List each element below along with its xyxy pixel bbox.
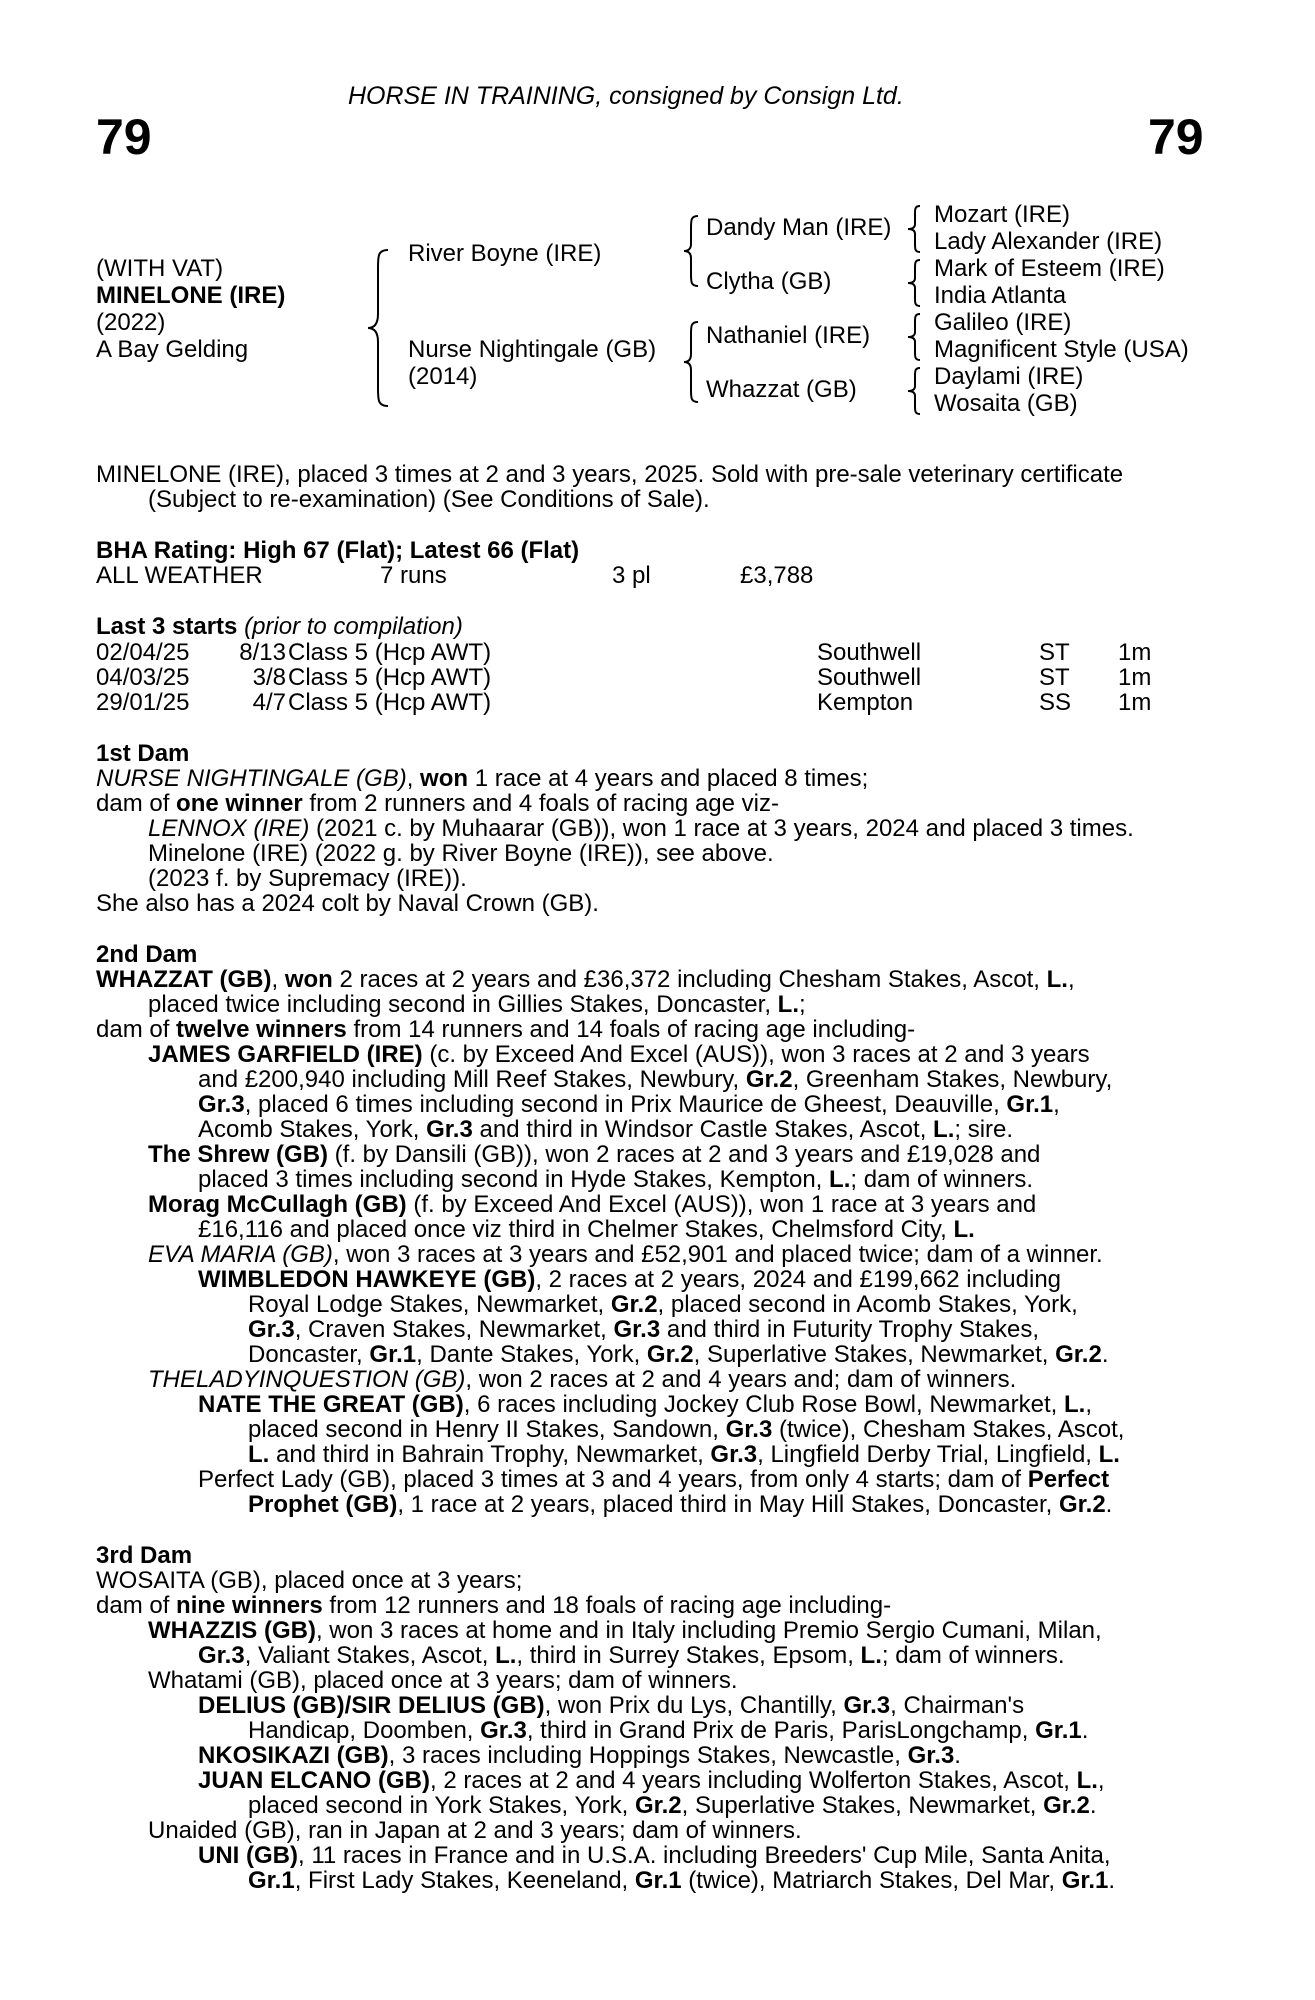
second-dam-line: Perfect Lady (GB), placed 3 times at 3 and 4 years, from only 4 starts; dam of Perfect: [198, 1466, 1110, 1493]
first-dam-line: (2023 f. by Supremacy (IRE)).: [148, 865, 467, 892]
third-dam-line: DELIUS (GB)/SIR DELIUS (GB), won Prix du Lys, Chantilly, Gr.3, Chairman's: [198, 1692, 1025, 1719]
third-dam-line: JUAN ELCANO (GB), 2 races at 2 and 4 years including Wolferton Stakes, Ascot, L.,: [198, 1767, 1105, 1794]
rating-placed: 3 pl: [612, 562, 651, 589]
pedigree-brace-g4: [906, 366, 926, 416]
third-dam-line: Handicap, Doomben, Gr.3, third in Grand Prix de Paris, ParisLongchamp, Gr.1.: [248, 1717, 1089, 1744]
horse-name: MINELONE (IRE): [96, 282, 286, 309]
pedigree-g8: Wosaita (GB): [934, 390, 1078, 417]
second-dam-line: EVA MARIA (GB), won 3 races at 3 years and £52,901 and placed twice; dam of a winner.: [148, 1241, 1103, 1268]
third-dam-line: UNI (GB), 11 races in France and in U.S.A. including Breeders' Cup Mile, Santa Anita,: [198, 1842, 1111, 1869]
first-dam-line: NURSE NIGHTINGALE (GB), won 1 race at 4 years and placed 8 times;: [96, 765, 869, 792]
pedigree-sire-dam: Clytha (GB): [706, 268, 832, 295]
start-date: 04/03/25: [96, 664, 190, 691]
third-dam-line: NKOSIKAZI (GB), 3 races including Hoppings Stakes, Newcastle, Gr.3.: [198, 1742, 961, 1769]
start-distance: 1m: [1118, 664, 1152, 691]
second-dam-line: L. and third in Bahrain Trophy, Newmarket, Gr.3, Lingfield Derby Trial, Lingfield, L.: [248, 1441, 1120, 1468]
pedigree-brace-sire: [682, 214, 704, 288]
pedigree-g1: Mozart (IRE): [934, 201, 1071, 228]
rating-surface: ALL WEATHER: [96, 562, 263, 589]
rating-earnings: £3,788: [740, 562, 814, 589]
second-dam-line: THELADYINQUESTION (GB), won 2 races at 2 and 4 years and; dam of winners.: [148, 1366, 1017, 1393]
third-dam-line: Unaided (GB), ran in Japan at 2 and 3 years; dam of winners.: [148, 1817, 802, 1844]
start-course: Kempton: [817, 689, 914, 716]
third-dam-line: WHAZZIS (GB), won 3 races at home and in Italy including Premio Sergio Cumani, Milan,: [148, 1617, 1102, 1644]
third-dam-heading: 3rd Dam: [96, 1542, 193, 1569]
second-dam-line: Gr.3, placed 6 times including second in Prix Maurice de Gheest, Deauville, Gr.1,: [198, 1091, 1060, 1118]
start-going: ST: [1039, 664, 1070, 691]
third-dam-line: Gr.1, First Lady Stakes, Keeneland, Gr.1 (twice), Matriarch Stakes, Del Mar, Gr.1.: [248, 1867, 1116, 1894]
start-date: 29/01/25: [96, 689, 190, 716]
start-going: SS: [1039, 689, 1072, 716]
pedigree-g4: India Atlanta: [934, 282, 1067, 309]
start-class: Class 5 (Hcp AWT): [288, 689, 492, 716]
pedigree-g6: Magnificent Style (USA): [934, 336, 1189, 363]
start-course: Southwell: [817, 639, 922, 666]
second-dam-line: placed twice including second in Gillies Stakes, Doncaster, L.;: [148, 991, 806, 1018]
catalogue-header: HORSE IN TRAINING, consigned by Consign Ltd.: [348, 82, 904, 110]
start-course: Southwell: [817, 664, 922, 691]
horse-description: A Bay Gelding: [96, 336, 249, 363]
pedigree-g3: Mark of Esteem (IRE): [934, 255, 1165, 282]
second-dam-line: Doncaster, Gr.1, Dante Stakes, York, Gr.2, Superlative Stakes, Newmarket, Gr.2.: [248, 1341, 1109, 1368]
pedigree-brace-g2: [906, 258, 926, 308]
first-dam-line: LENNOX (IRE) (2021 c. by Muhaarar (GB)), won 1 race at 3 years, 2024 and placed 3 times.: [148, 815, 1134, 842]
start-distance: 1m: [1118, 689, 1152, 716]
start-position: 4/7: [252, 689, 286, 716]
summary-line-2: (Subject to re-examination) (See Conditions of Sale).: [148, 486, 710, 513]
bha-rating-heading: BHA Rating: High 67 (Flat); Latest 66 (Flat): [96, 537, 580, 564]
third-dam-line: dam of nine winners from 12 runners and 18 foals of racing age including-: [96, 1592, 892, 1619]
second-dam-line: Morag McCullagh (GB) (f. by Exceed And Excel (AUS)), won 1 race at 3 years and: [148, 1191, 1037, 1218]
pedigree-sire: River Boyne (IRE): [408, 240, 602, 267]
pedigree-g7: Daylami (IRE): [934, 363, 1084, 390]
rating-runs: 7 runs: [380, 562, 447, 589]
horse-year: (2022): [96, 309, 166, 336]
vat-note: (WITH VAT): [96, 255, 224, 282]
pedigree-brace-g1: [906, 204, 926, 254]
first-dam-line: dam of one winner from 2 runners and 4 foals of racing age viz-: [96, 790, 779, 817]
second-dam-line: NATE THE GREAT (GB), 6 races including Jockey Club Rose Bowl, Newmarket, L.,: [198, 1391, 1093, 1418]
third-dam-line: placed second in York Stakes, York, Gr.2, Superlative Stakes, Newmarket, Gr.2.: [248, 1792, 1097, 1819]
first-dam-line: She also has a 2024 colt by Naval Crown (GB).: [96, 890, 599, 917]
third-dam-line: Gr.3, Valiant Stakes, Ascot, L., third in Surrey Stakes, Epsom, L.; dam of winners.: [198, 1642, 1065, 1669]
lot-number-left: 79: [96, 109, 152, 165]
pedigree-dam-year: (2014): [408, 363, 478, 390]
second-dam-line: placed second in Henry II Stakes, Sandown, Gr.3 (twice), Chesham Stakes, Ascot,: [248, 1416, 1125, 1443]
second-dam-line: Gr.3, Craven Stakes, Newmarket, Gr.3 and third in Futurity Trophy Stakes,: [248, 1316, 1040, 1343]
pedigree-brace-main: [366, 248, 396, 408]
pedigree-dam-dam: Whazzat (GB): [706, 376, 857, 403]
summary-line-1: MINELONE (IRE), placed 3 times at 2 and 3 years, 2025. Sold with pre-sale veterinary certificate: [96, 461, 1124, 488]
pedigree-sire-sire: Dandy Man (IRE): [706, 214, 892, 241]
lot-number-right: 79: [1148, 109, 1204, 165]
third-dam-line: Whatami (GB), placed once at 3 years; dam of winners.: [148, 1667, 738, 1694]
second-dam-line: £16,116 and placed once viz third in Chelmer Stakes, Chelmsford City, L.: [198, 1216, 975, 1243]
third-dam-line: WOSAITA (GB), placed once at 3 years;: [96, 1567, 523, 1594]
start-position: 3/8: [252, 664, 286, 691]
pedigree-g2: Lady Alexander (IRE): [934, 228, 1163, 255]
start-distance: 1m: [1118, 639, 1152, 666]
second-dam-line: and £200,940 including Mill Reef Stakes, Newbury, Gr.2, Greenham Stakes, Newbury,: [198, 1066, 1113, 1093]
pedigree-dam-sire: Nathaniel (IRE): [706, 322, 871, 349]
last-starts-heading: Last 3 starts (prior to compilation): [96, 613, 463, 640]
pedigree-brace-g3: [906, 312, 926, 362]
start-class: Class 5 (Hcp AWT): [288, 664, 492, 691]
second-dam-line: The Shrew (GB) (f. by Dansili (GB)), won 2 races at 2 and 3 years and £19,028 and: [148, 1141, 1041, 1168]
second-dam-line: WIMBLEDON HAWKEYE (GB), 2 races at 2 years, 2024 and £199,662 including: [198, 1266, 1062, 1293]
second-dam-line: JAMES GARFIELD (IRE) (c. by Exceed And Excel (AUS)), won 3 races at 2 and 3 years: [148, 1041, 1090, 1068]
start-position: 8/13: [239, 639, 286, 666]
second-dam-heading: 2nd Dam: [96, 941, 198, 968]
first-dam-line: Minelone (IRE) (2022 g. by River Boyne (IRE)), see above.: [148, 840, 774, 867]
second-dam-line: Acomb Stakes, York, Gr.3 and third in Windsor Castle Stakes, Ascot, L.; sire.: [198, 1116, 1014, 1143]
start-date: 02/04/25: [96, 639, 190, 666]
second-dam-line: placed 3 times including second in Hyde Stakes, Kempton, L.; dam of winners.: [198, 1166, 1034, 1193]
pedigree-brace-dam: [682, 320, 704, 404]
first-dam-heading: 1st Dam: [96, 740, 190, 767]
pedigree-g5: Galileo (IRE): [934, 309, 1072, 336]
second-dam-line: WHAZZAT (GB), won 2 races at 2 years and £36,372 including Chesham Stakes, Ascot, L.,: [96, 966, 1075, 993]
start-class: Class 5 (Hcp AWT): [288, 639, 492, 666]
second-dam-line: Prophet (GB), 1 race at 2 years, placed third in May Hill Stakes, Doncaster, Gr.2.: [248, 1491, 1113, 1518]
second-dam-line: Royal Lodge Stakes, Newmarket, Gr.2, placed second in Acomb Stakes, York,: [248, 1291, 1078, 1318]
start-going: ST: [1039, 639, 1070, 666]
pedigree-dam: Nurse Nightingale (GB): [408, 336, 657, 363]
second-dam-line: dam of twelve winners from 14 runners and 14 foals of racing age including-: [96, 1016, 916, 1043]
